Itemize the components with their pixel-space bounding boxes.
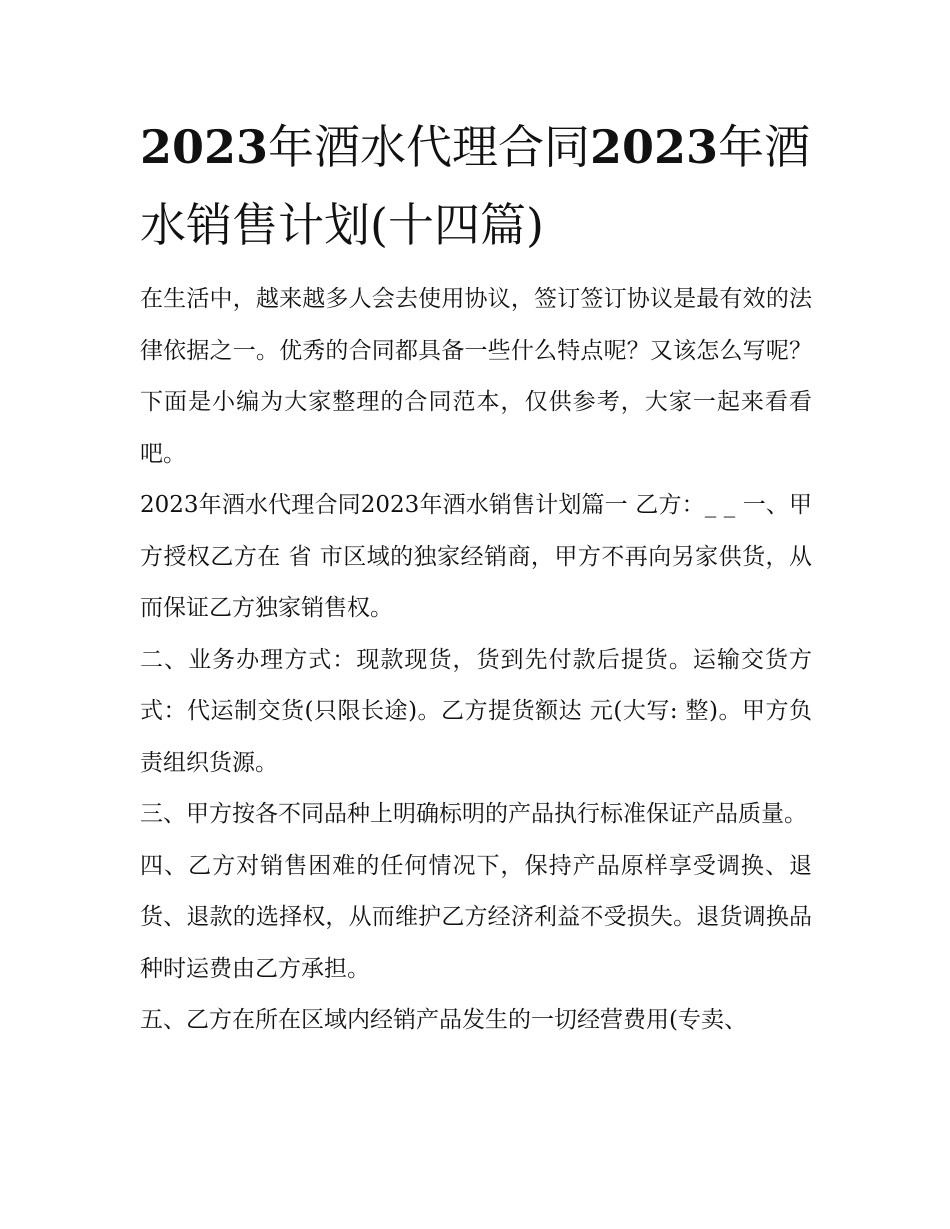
clause-three-paragraph: 三、甲方按各不同品种上明确标明的产品执行标准保证产品质量。 (140, 801, 807, 827)
intro-paragraph: 在生活中，越来越多人会去使用协议，签订签订协议是最有效的法律依据之一。优秀的合同都具备一些什么特点呢？又该怎么写呢？下面是小编为大家整理的合同范本，仅供参考，大家一起来看看吧。 (140, 286, 812, 467)
title-part-1: 年酒水代理合同 (268, 120, 591, 174)
title-year-1: 2023 (140, 120, 269, 174)
document-page (140, 108, 812, 1047)
title-part-2: 年酒水销售计划(十四篇) (140, 120, 811, 252)
clause-two-paragraph: 二、业务办理方式：现款现货，货到先付款后提货。运输交货方式：代运制交货(只限长途)。乙方提货额达 元(大写: 整)。甲方负责组织货源。 (140, 646, 812, 776)
title-year-2: 2023 (590, 120, 719, 174)
clause-five-paragraph: 五、乙方在所在区域内经销产品发生的一切经营费用(专卖、 (140, 1007, 747, 1033)
document-title (140, 108, 812, 264)
clause-four-paragraph: 四、乙方对销售困难的任何情况下，保持产品原样享受调换、退货、退款的选择权，从而维护乙方经济利益不受损失。退货调换品种时运费由乙方承担。 (140, 852, 812, 982)
clause-one-paragraph: 2023年酒水代理合同2023年酒水销售计划篇一 乙方：_ _ 一、甲方授权乙方在 省 市区域的独家经销商，甲方不再向另家供货，从而保证乙方独家销售权。 (140, 492, 812, 621)
